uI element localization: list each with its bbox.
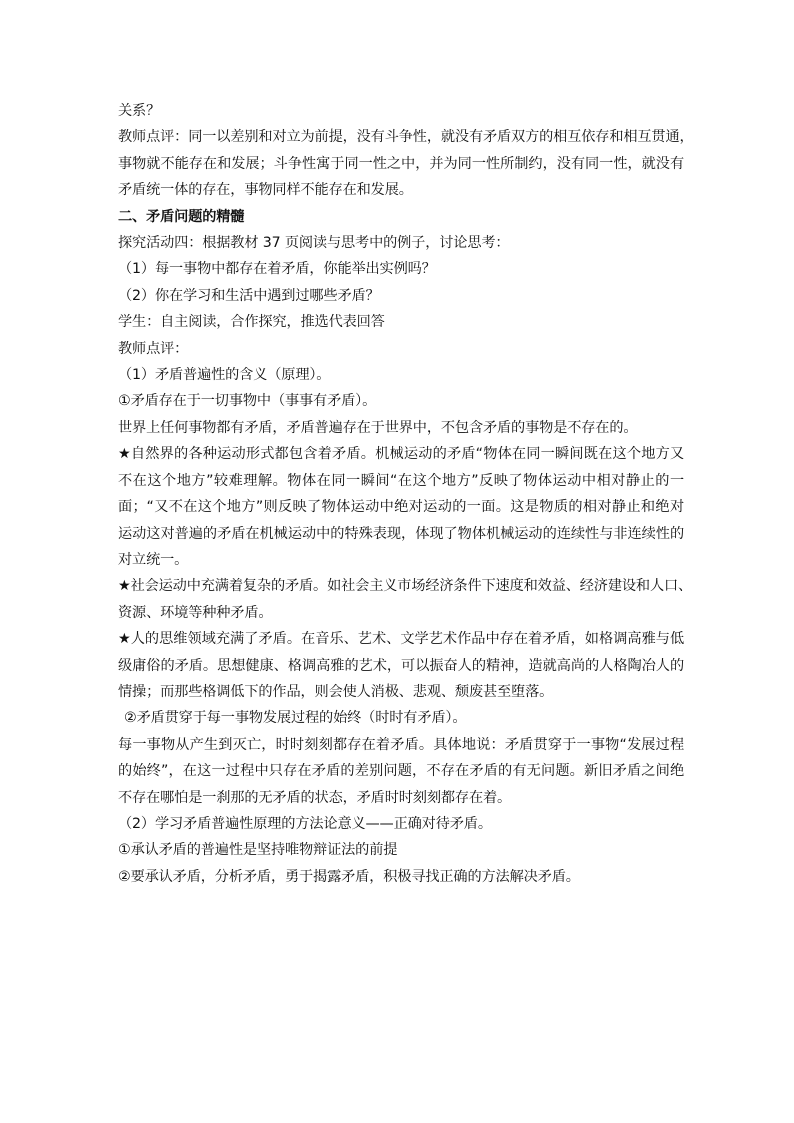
text-line: 事物就不能存在和发展；斗争性寓于同一性之中，并为同一性所制约，没有同一性，就没有	[118, 155, 684, 172]
text-line: 关系？	[118, 103, 161, 119]
text-line: 教师点评：	[118, 340, 189, 357]
text-line: 探究活动四：根据教材 37 页阅读与思考中的例子，讨论思考：	[118, 235, 510, 252]
text-line: 世界上任何事物都有矛盾，矛盾普遍存在于世界中，不包含矛盾的事物是不存在的。	[118, 419, 638, 436]
text-line: （1）矛盾普遍性的含义（原理）。	[118, 367, 331, 384]
text-line: ★人的思维领域充满了矛盾。在音乐、艺术、文学艺术作品中存在着矛盾，如格调高雅与低	[118, 631, 684, 648]
text-line: （2）学习矛盾普遍性原理的方法论意义——正确对待矛盾。	[118, 815, 492, 832]
text-line: 的始终”，在这一过程中只存在矛盾的差别问题，不存在矛盾的有无问题。新旧矛盾之间绝	[118, 763, 684, 780]
text-line: 运动这对普遍的矛盾在机械运动中的特殊表现，体现了物体机械运动的连续性与非连续性的	[118, 525, 684, 542]
text-line: 资源、环境等种种矛盾。	[118, 604, 273, 621]
text-line: 不存在哪怕是一刹那的无矛盾的状态，矛盾时时刻刻都存在着。	[118, 789, 512, 806]
text-line: 矛盾统一体的存在，事物同样不能存在和发展。	[118, 182, 413, 199]
text-line: ★自然界的各种运动形式都包含着矛盾。机械运动的矛盾“物体在同一瞬间既在这个地方又	[118, 446, 684, 463]
section-heading: 二、矛盾问题的精髓	[118, 208, 245, 225]
text-line: 面；“又不在这个地方”则反映了物体运动中绝对运动的一面。这是物质的相对静止和绝对	[118, 499, 684, 516]
text-line: 情操；而那些格调低下的作品，则会使人消极、悲观、颓废甚至堕落。	[118, 683, 554, 700]
text-line: 级庸俗的矛盾。思想健康、格调高雅的艺术，可以振奋人的精神，造就高尚的人格陶冶人的	[118, 657, 684, 674]
text-line: 教师点评：同一以差别和对立为前提，没有斗争性，就没有矛盾双方的相互依存和相互贯通，	[118, 129, 694, 146]
text-line: ②要承认矛盾，分析矛盾，勇于揭露矛盾，积极寻找正确的方法解决矛盾。	[118, 868, 580, 885]
document-body	[118, 98, 694, 890]
text-line: ★社会运动中充满着复杂的矛盾。如社会主义市场经济条件下速度和效益、经济建设和人口、	[118, 578, 693, 595]
text-line: （1）每一事物中都存在着矛盾，你能举出实例吗？	[118, 261, 436, 278]
text-line: ①矛盾存在于一切事物中（事事有矛盾）。	[118, 393, 377, 410]
text-line: 学生：自主阅读，合作探究，推选代表回答	[118, 314, 385, 331]
text-line: ①承认矛盾的普遍性是坚持唯物辩证法的前提	[118, 842, 398, 859]
text-line: 对立统一。	[118, 551, 189, 568]
text-line: 不在这个地方”较难理解。物体在同一瞬间“在这个地方”反映了物体运动中相对静止的一	[118, 472, 684, 489]
text-line: 每一事物从产生到灭亡，时时刻刻都存在着矛盾。具体地说：矛盾贯穿于一事物“发展过程	[118, 736, 684, 753]
text-line: ②矛盾贯穿于每一事物发展过程的始终（时时有矛盾）。	[124, 710, 467, 727]
text-line: （2）你在学习和生活中遇到过哪些矛盾？	[118, 287, 380, 304]
